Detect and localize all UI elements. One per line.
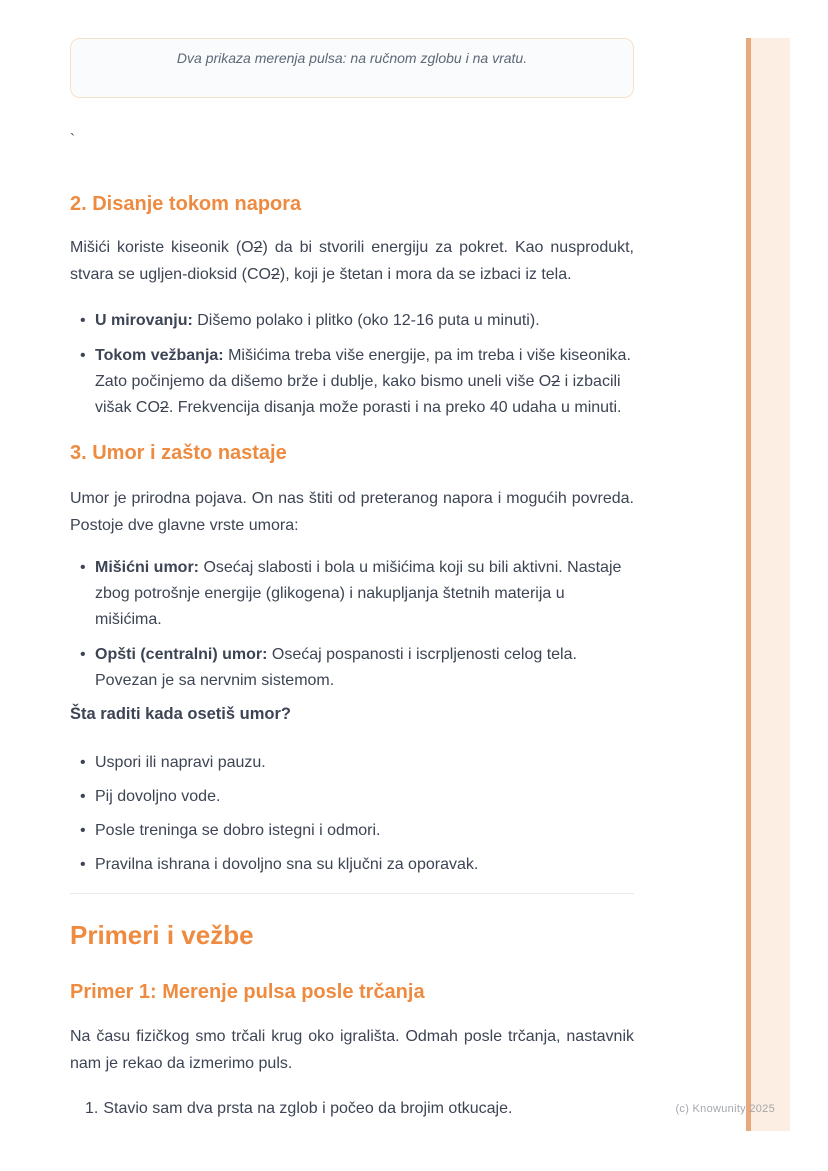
step-text: Stavio sam dva prsta na zglob i počeo da brojim otkucaje. — [103, 1100, 513, 1117]
paragraph-text: ) da bi stvorili energiju za pokret. Kao nusprodukt, stvara se ugljen-dioksid (CO — [70, 239, 635, 283]
list-item-lead: Mišićni umor: — [95, 559, 200, 576]
figure-placeholder-box — [70, 38, 634, 98]
list-tips — [70, 750, 634, 878]
numbered-step — [70, 1096, 634, 1122]
list-umor — [70, 555, 634, 694]
paragraph-disanje — [70, 234, 634, 288]
list-item — [80, 642, 634, 694]
heading-primeri: Primeri i vežbe — [70, 920, 254, 950]
step-number: 1. — [85, 1100, 99, 1117]
stray-backtick: ` — [70, 131, 75, 148]
strikethrough-subscript: 2 — [551, 373, 561, 390]
list-item — [80, 308, 634, 334]
list-item-text: Dišemo polako i plitko (oko 12-16 puta u minuti). — [192, 312, 540, 329]
list-item: • Pij dovoljno vode. — [80, 784, 634, 810]
document-content — [70, 0, 634, 1122]
list-item — [80, 555, 634, 633]
page-edge-stripe-fill — [751, 38, 790, 1131]
list-item: • Posle treninga se dobro istegni i odmori. — [80, 818, 634, 844]
list-item-lead: U mirovanju: — [95, 312, 193, 329]
question-heading: Šta raditi kada osetiš umor? — [70, 705, 291, 723]
section-divider — [70, 893, 634, 894]
paragraph-text: Mišići koriste kiseonik (O — [70, 239, 254, 256]
list-item: • Uspori ili napravi pauzu. — [80, 750, 634, 776]
heading-primer-1: Primer 1: Merenje pulsa posle trčanja — [70, 981, 425, 1003]
strikethrough-subscript: 2 — [253, 239, 263, 256]
list-item-lead: Opšti (centralni) umor: — [95, 646, 268, 663]
strikethrough-subscript: 2 — [270, 266, 280, 283]
paragraph-umor: Umor je prirodna pojava. On nas štiti od preteranog napora i mogućih povreda. Postoje dve glavne vrste umora: — [70, 490, 634, 534]
figure-caption: Dva prikaza merenja pulsa: na ručnom zglobu i na vratu. — [176, 50, 528, 66]
list-item-text: Osećaj slabosti i bola u mišićima koji su bili aktivni. Nastaje zbog potrošnje energije (glikogena) i nakupljanja štetnih materija u mišićima. — [95, 559, 622, 628]
list-item — [80, 343, 634, 421]
paragraph-primer-1: Na času fizičkog smo trčali krug oko igrališta. Odmah posle trčanja, nastavnik nam je rekao da izmerimo puls. — [70, 1028, 634, 1072]
list-item: • Pravilna ishrana i dovoljno sna su ključni za oporavak. — [80, 852, 634, 878]
list-item-lead: Tokom vežbanja: — [95, 347, 224, 364]
copyright-watermark: (c) Knowunity 2025 — [675, 1103, 775, 1115]
strikethrough-subscript: 2 — [159, 399, 169, 416]
list-item-text: Osećaj pospanosti i iscrpljenosti celog tela. Povezan je sa nervnim sistemom. — [95, 646, 577, 689]
list-item-text: Mišićima treba više energije, pa im treba i više kiseonika. Zato počinjemo da dišemo brže i dublje, kako bismo uneli više O — [95, 347, 631, 390]
list-disanje — [70, 308, 634, 421]
heading-disanje: 2. Disanje tokom napora — [70, 193, 302, 215]
list-item-text: . Frekvencija disanja može porasti i na preko 40 udaha u minuti. — [168, 399, 622, 416]
paragraph-text: ), koji je štetan i mora da se izbaci iz tela. — [279, 266, 572, 283]
heading-umor: 3. Umor i zašto nastaje — [70, 442, 287, 464]
list-item-text: i izbacili višak CO — [95, 373, 621, 416]
